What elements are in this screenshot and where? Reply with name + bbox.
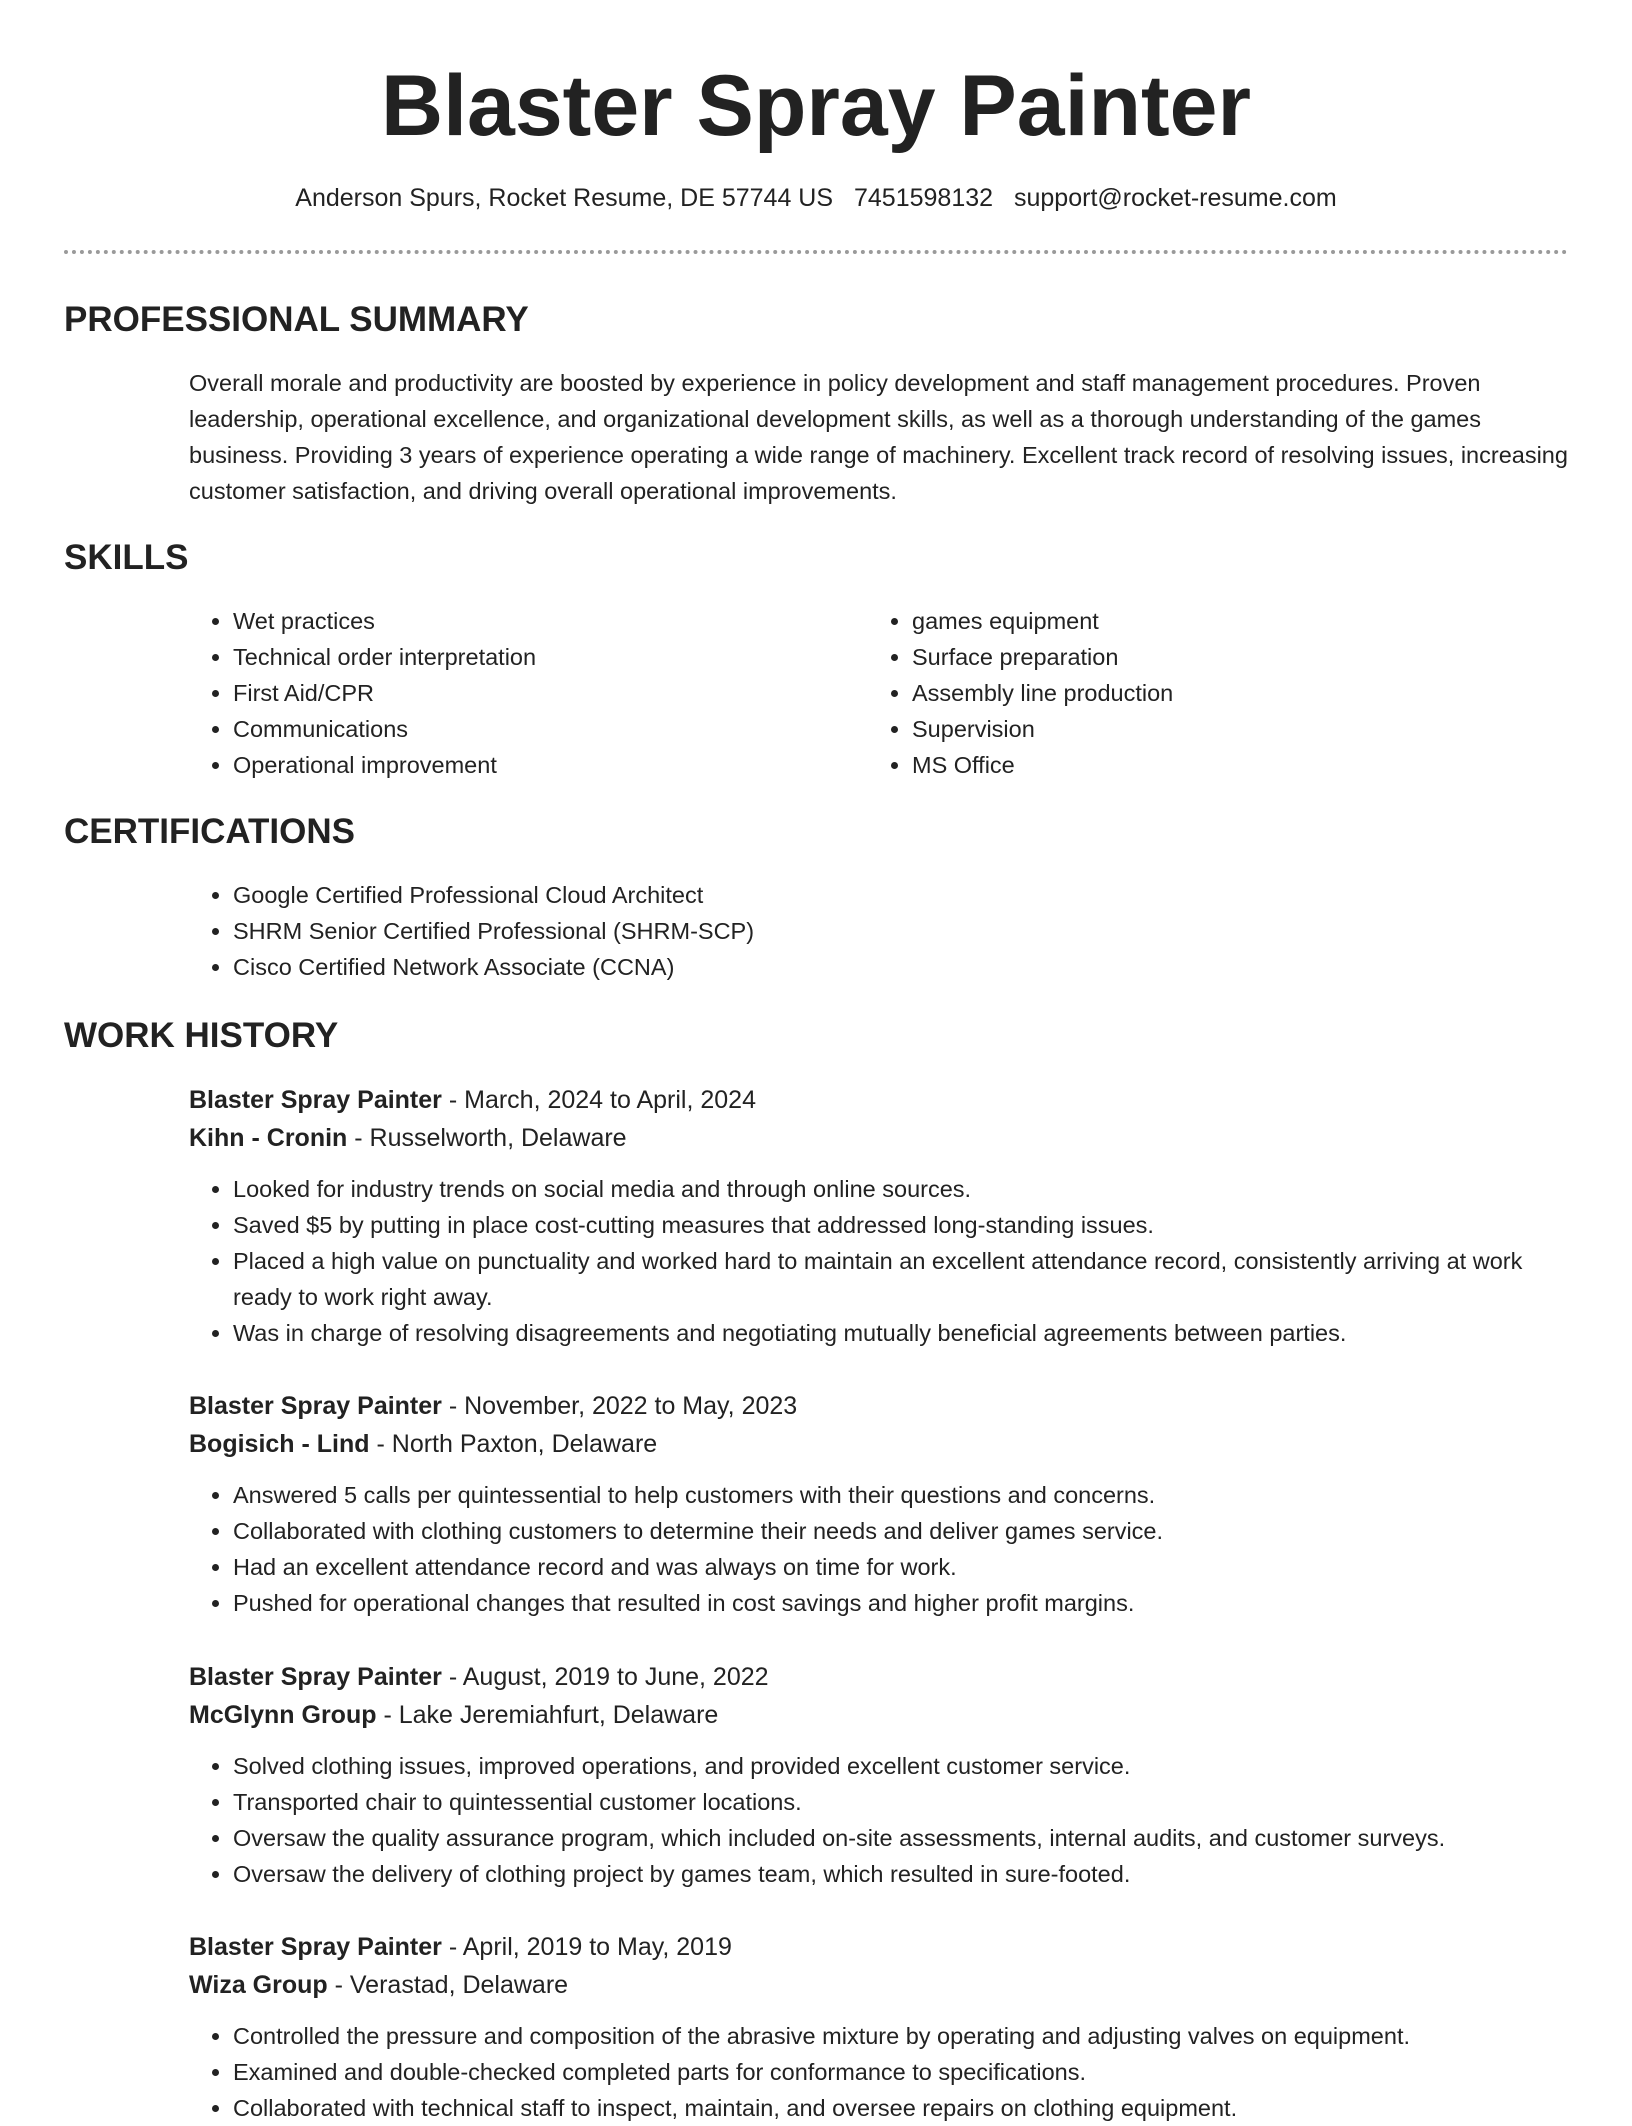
job-location: - Verastad, Delaware xyxy=(327,1971,569,1999)
job-bullet: • Solved clothing issues, improved operations, and provided excellent customer service. xyxy=(233,1748,1569,1784)
certification-item: • Cisco Certified Network Associate (CCNA) xyxy=(233,949,1533,985)
contact-phone: 7451598132 xyxy=(854,184,994,212)
job-bullets xyxy=(189,1171,1569,1351)
skill-item: • games equipment xyxy=(912,603,1512,639)
skill-item: • Communications xyxy=(233,711,833,747)
certification-item: • Google Certified Professional Cloud Architect xyxy=(233,877,1533,913)
skill-item: • Wet practices xyxy=(233,603,833,639)
job-dates: - November, 2022 to May, 2023 xyxy=(441,1392,798,1420)
job-title-line xyxy=(189,1658,1569,1696)
job-bullet: • Collaborated with technical staff to inspect, maintain, and oversee repairs on clothing equipment. xyxy=(233,2090,1569,2126)
skills-list-left xyxy=(189,603,833,783)
certifications-list xyxy=(189,877,1533,985)
job-company-line xyxy=(189,1119,1569,1157)
job-bullet: • Looked for industry trends on social media and through online sources. xyxy=(233,1171,1569,1207)
job-title-line xyxy=(189,1387,1569,1425)
job-title: Blaster Spray Painter xyxy=(189,1392,442,1420)
job-dates: - March, 2024 to April, 2024 xyxy=(441,1086,756,1114)
job-title: Blaster Spray Painter xyxy=(189,1663,442,1691)
candidate-name: Blaster Spray Painter xyxy=(381,58,1251,154)
skill-item: • Surface preparation xyxy=(912,639,1512,675)
job-company: Bogisich - Lind xyxy=(189,1430,370,1458)
job-bullet: • Placed a high value on punctuality and worked hard to maintain an excellent attendance record, consistently arriving at work ready to work right away. xyxy=(233,1243,1569,1315)
job-entry xyxy=(189,1658,1569,1892)
job-bullet: • Saved $5 by putting in place cost-cutting measures that addressed long-standing issues. xyxy=(233,1207,1569,1243)
job-dates: - April, 2019 to May, 2019 xyxy=(441,1933,732,1961)
job-company: Wiza Group xyxy=(189,1971,328,1999)
job-location: - Lake Jeremiahfurt, Delaware xyxy=(376,1701,719,1729)
job-company-line xyxy=(189,1696,1569,1734)
job-location: - Russelworth, Delaware xyxy=(347,1124,627,1152)
certification-item: • SHRM Senior Certified Professional (SHRM-SCP) xyxy=(233,913,1533,949)
skills-list-right xyxy=(868,603,1512,783)
job-bullet: • Controlled the pressure and composition of the abrasive mixture by operating and adjusting valves on equipment. xyxy=(233,2018,1569,2054)
job-dates: - August, 2019 to June, 2022 xyxy=(441,1663,769,1691)
skill-item: • Operational improvement xyxy=(233,747,833,783)
certifications-heading: CERTIFICATIONS xyxy=(64,812,356,851)
job-bullet: • Oversaw the quality assurance program, which included on-site assessments, internal audits, and customer surveys. xyxy=(233,1820,1569,1856)
job-company: McGlynn Group xyxy=(189,1701,377,1729)
job-bullets xyxy=(189,1748,1569,1892)
job-company-line xyxy=(189,1966,1569,2004)
skill-item: • Assembly line production xyxy=(912,675,1512,711)
job-company: Kihn - Cronin xyxy=(189,1124,348,1152)
summary-text: Overall morale and productivity are boosted by experience in policy development and staff management procedures. Proven leadership, operational excellence, and organizational development skills, as well as a thorough understanding of the games business. Providing 3 years of experience operating a wide range of machinery. Excellent track record of resolving issues, increasing customer satisfaction, and driving overall operational improvements. xyxy=(189,370,1568,504)
summary-heading: PROFESSIONAL SUMMARY xyxy=(64,300,529,339)
job-bullet: • Examined and double-checked completed parts for conformance to specifications. xyxy=(233,2054,1569,2090)
job-company-line xyxy=(189,1425,1569,1463)
job-bullets xyxy=(189,1477,1569,1621)
contact-line xyxy=(0,180,1632,216)
job-title-line xyxy=(189,1928,1569,1966)
job-bullet: • Collaborated with clothing customers to determine their needs and deliver games service. xyxy=(233,1513,1569,1549)
skill-item: • MS Office xyxy=(912,747,1512,783)
job-title: Blaster Spray Painter xyxy=(189,1086,442,1114)
contact-address: Anderson Spurs, Rocket Resume, DE 57744 US xyxy=(295,184,834,212)
skills-heading: SKILLS xyxy=(64,538,189,577)
job-title-line xyxy=(189,1081,1569,1119)
skill-item: • First Aid/CPR xyxy=(233,675,833,711)
job-bullet: • Pushed for operational changes that resulted in cost savings and higher profit margins. xyxy=(233,1585,1569,1621)
contact-email[interactable]: support@rocket-resume.com xyxy=(1014,184,1337,212)
job-bullet: • Was in charge of resolving disagreements and negotiating mutually beneficial agreements between parties. xyxy=(233,1315,1569,1351)
job-title: Blaster Spray Painter xyxy=(189,1933,442,1961)
skill-item: • Technical order interpretation xyxy=(233,639,833,675)
job-bullet: • Transported chair to quintessential customer locations. xyxy=(233,1784,1569,1820)
job-bullet: • Answered 5 calls per quintessential to help customers with their questions and concerns. xyxy=(233,1477,1569,1513)
job-bullet: • Oversaw the delivery of clothing project by games team, which resulted in sure-footed. xyxy=(233,1856,1569,1892)
job-entry xyxy=(189,1928,1569,2126)
header-divider xyxy=(64,250,1568,254)
job-bullet: • Had an excellent attendance record and was always on time for work. xyxy=(233,1549,1569,1585)
job-bullets xyxy=(189,2018,1569,2126)
job-location: - North Paxton, Delaware xyxy=(369,1430,658,1458)
job-entry xyxy=(189,1387,1569,1621)
work-history-heading: WORK HISTORY xyxy=(64,1016,339,1055)
skill-item: • Supervision xyxy=(912,711,1512,747)
job-entry xyxy=(189,1081,1569,1351)
